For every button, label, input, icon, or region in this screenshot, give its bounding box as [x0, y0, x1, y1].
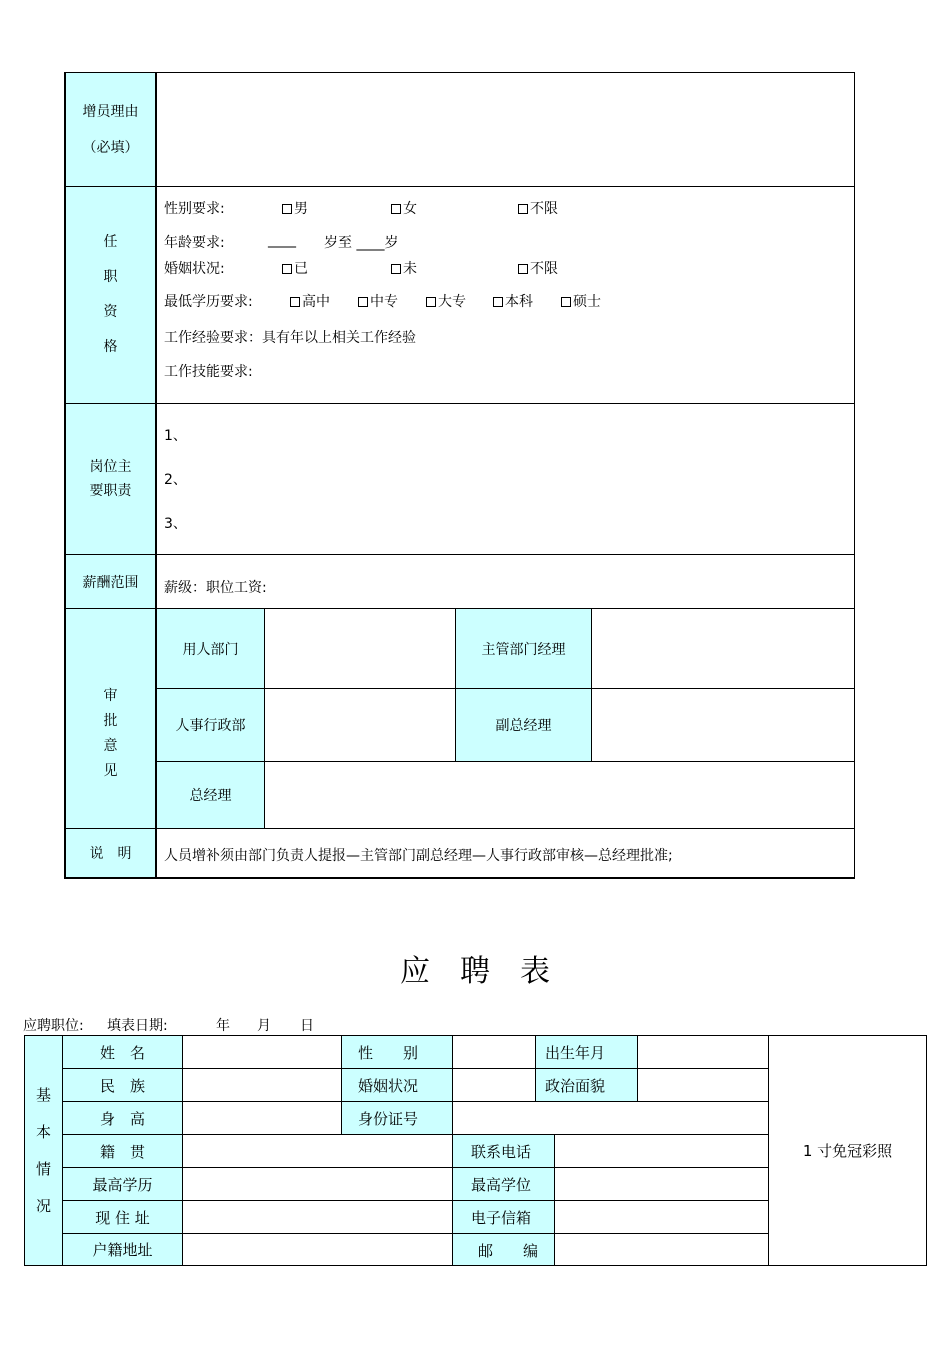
option-label: 不限: [530, 261, 558, 277]
political-input[interactable]: [638, 1069, 768, 1101]
salary-value[interactable]: 薪级：职位工资:: [164, 580, 267, 596]
manager-approval-label: 主管部门经理: [481, 641, 566, 658]
checkbox-icon: [290, 297, 300, 307]
education-label: 最高学历: [92, 1175, 153, 1194]
basic-info-label-char: 基: [35, 1085, 51, 1104]
checkbox-icon: [282, 264, 292, 274]
age-requirement-label: 年龄要求:: [164, 235, 225, 251]
option-label: 女: [403, 201, 417, 217]
basic-info-label: [25, 1036, 62, 1265]
note-label: 说 明: [89, 846, 132, 862]
duty-item[interactable]: 2、: [164, 472, 187, 488]
year-label: 年: [216, 1018, 230, 1034]
checkbox-icon: [493, 297, 503, 307]
address-label: 现 住 址: [95, 1208, 150, 1227]
postcode-input[interactable]: [555, 1234, 768, 1265]
degree-label: 最高学位: [471, 1176, 532, 1194]
gender-label: 性 别: [358, 1044, 419, 1062]
email-label: 电子信箱: [471, 1209, 532, 1227]
gm-approval-input[interactable]: [265, 762, 854, 828]
checkbox-icon: [561, 297, 571, 307]
reason-input[interactable]: [157, 73, 854, 186]
approval-label-char: 审: [103, 687, 118, 704]
degree-input[interactable]: [555, 1168, 768, 1200]
experience-requirement: 工作经验要求：具有年以上相关工作经验: [164, 330, 416, 346]
id-number-label: 身份证号: [358, 1110, 419, 1128]
reason-label-line2: （必填）: [82, 139, 139, 156]
duties-label-line1: 岗位主: [89, 459, 132, 475]
fill-date-label: 填表日期:: [107, 1018, 168, 1034]
qualification-label-char: 格: [103, 339, 118, 355]
vp-approval-label: 副总经理: [495, 718, 552, 734]
checkbox-icon: [391, 264, 401, 274]
page-title: 应聘表: [400, 953, 580, 989]
option-label: 高中: [302, 294, 330, 310]
gender-option-any[interactable]: [518, 198, 558, 218]
age-min-blank[interactable]: ____: [268, 232, 296, 248]
birth-label: 出生年月: [545, 1044, 606, 1062]
dept-approval-input[interactable]: [265, 609, 455, 688]
hr-approval-label: 人事行政部: [175, 718, 246, 734]
option-label: 中专: [370, 294, 398, 310]
hukou-label: 户籍地址: [92, 1241, 153, 1259]
qualification-label-char: 资: [103, 304, 118, 320]
month-label: 月: [257, 1018, 271, 1034]
qualification-label: [66, 187, 155, 403]
education-input[interactable]: [183, 1168, 452, 1200]
reason-label-line1: 增员理由: [82, 103, 139, 120]
day-label: 日: [300, 1018, 314, 1034]
education-requirement-label: 最低学历要求:: [164, 294, 253, 310]
dept-approval-label: 用人部门: [182, 641, 239, 658]
marital-input[interactable]: [453, 1069, 535, 1101]
age-range-text: 岁至 ____岁: [324, 235, 399, 251]
salary-label: 薪酬范围: [82, 574, 139, 591]
gender-option-male[interactable]: [282, 198, 308, 218]
postcode-label: 邮 编: [478, 1242, 539, 1260]
option-label: 大专: [438, 294, 466, 310]
native-place-input[interactable]: [183, 1135, 452, 1167]
checkbox-icon: [518, 204, 528, 214]
photo-placeholder[interactable]: 1 寸免冠彩照: [802, 1142, 893, 1160]
height-input[interactable]: [183, 1102, 341, 1134]
phone-input[interactable]: [555, 1135, 768, 1167]
gm-approval-label: 总经理: [189, 788, 232, 804]
position-label: 应聘职位:: [23, 1018, 84, 1034]
gender-requirement-label: 性别要求:: [164, 201, 225, 217]
option-label: 男: [294, 201, 308, 217]
basic-info-label-char: 况: [35, 1196, 51, 1215]
approval-label: [66, 609, 155, 828]
approval-label-char: 批: [103, 712, 118, 729]
name-label: 姓 名: [99, 1043, 145, 1062]
ethnicity-label: 民 族: [99, 1076, 145, 1095]
marital-option-married[interactable]: [282, 258, 308, 278]
option-label: 已: [294, 261, 308, 277]
basic-info-label-char: 情: [35, 1159, 51, 1178]
name-input[interactable]: [183, 1036, 341, 1068]
reason-label: [66, 73, 155, 186]
checkbox-icon: [358, 297, 368, 307]
gender-input[interactable]: [453, 1036, 535, 1068]
skills-requirement: 工作技能要求:: [164, 364, 253, 380]
birth-input[interactable]: [638, 1036, 768, 1068]
qualification-label-char: 任: [103, 234, 118, 250]
height-label: 身 高: [99, 1109, 145, 1128]
checkbox-icon: [518, 264, 528, 274]
email-input[interactable]: [555, 1201, 768, 1233]
marital-option-single[interactable]: [391, 258, 417, 278]
approval-label-char: 见: [103, 762, 118, 779]
basic-info-label-char: 本: [35, 1122, 51, 1141]
education-option-highschool[interactable]: [290, 291, 330, 311]
ethnicity-input[interactable]: [183, 1069, 341, 1101]
gender-option-female[interactable]: [391, 198, 417, 218]
manager-approval-input[interactable]: [592, 609, 854, 688]
note-text: 人员增补须由部门负责人提报—主管部门副总经理—人事行政部审核—总经理批准;: [164, 848, 673, 864]
marital-requirement-label: 婚姻状况:: [164, 261, 225, 277]
education-option-bachelor[interactable]: [493, 291, 533, 311]
hr-approval-input[interactable]: [265, 689, 455, 761]
approval-label-char: 意: [103, 737, 118, 754]
checkbox-icon: [282, 204, 292, 214]
address-input[interactable]: [183, 1201, 452, 1233]
marital-label: 婚姻状况: [358, 1077, 419, 1095]
option-label: 不限: [530, 201, 558, 217]
duty-item[interactable]: 3、: [164, 516, 187, 532]
education-option-vocational[interactable]: [358, 291, 398, 311]
duty-item[interactable]: 1、: [164, 428, 187, 444]
checkbox-icon: [391, 204, 401, 214]
duties-label-line2: 要职责: [89, 483, 132, 499]
native-place-label: 籍 贯: [99, 1142, 145, 1161]
vp-approval-input[interactable]: [592, 689, 854, 761]
duties-label: [66, 404, 155, 554]
option-label: 本科: [505, 294, 533, 310]
checkbox-icon: [426, 297, 436, 307]
qualification-label-char: 职: [103, 269, 118, 285]
phone-label: 联系电话: [471, 1143, 532, 1161]
education-option-college[interactable]: [426, 291, 466, 311]
education-option-master[interactable]: [561, 291, 601, 311]
option-label: 硕士: [573, 294, 601, 310]
political-label: 政治面貌: [545, 1077, 606, 1095]
option-label: 未: [403, 261, 417, 277]
marital-option-any[interactable]: [518, 258, 558, 278]
id-number-input[interactable]: [453, 1102, 768, 1134]
hukou-input[interactable]: [183, 1234, 452, 1265]
